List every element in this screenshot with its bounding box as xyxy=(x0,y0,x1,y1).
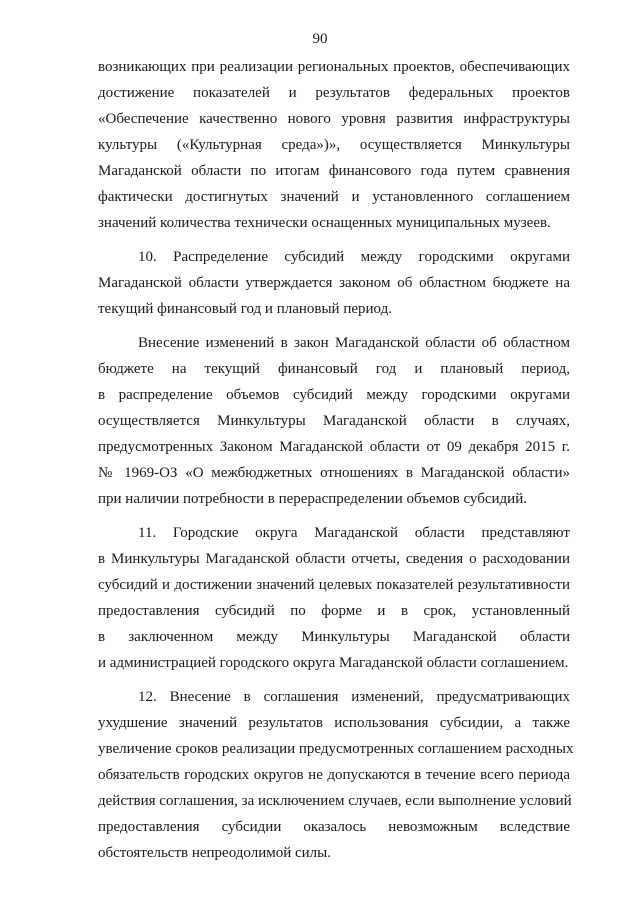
text-line: бюджете на текущий финансовый год и плановый период, xyxy=(98,361,570,377)
text-line: предоставления субсидии оказалось невозможным вследствие xyxy=(98,819,570,835)
text-line: 10. Распределение субсидий между городскими округами xyxy=(138,249,570,265)
text-line: предоставления субсидий по форме и в срок, установленный xyxy=(98,603,570,619)
page-number: 90 xyxy=(312,31,328,47)
text-line: в распределение объемов субсидий между городскими округами xyxy=(98,387,570,403)
text-line: «Обеспечение качественно нового уровня развития инфраструктуры xyxy=(98,111,570,127)
text-line: обязательств городских округов не допускаются в течение всего периода xyxy=(98,767,570,783)
text-line: осуществляется Минкультуры Магаданской области в случаях, xyxy=(98,413,570,429)
paragraph-item-10-amendments xyxy=(98,330,570,512)
paragraph-item-11 xyxy=(98,520,570,676)
paragraph-continuation xyxy=(98,54,570,236)
text-line: ухудшение значений результатов использования субсидии, а также xyxy=(98,715,570,731)
text-line: действия соглашения, за исключением случаев, если выполнение условий xyxy=(98,793,572,809)
text-line: значений количества технически оснащенных муниципальных музеев. xyxy=(98,215,551,231)
text-line: № 1969-ОЗ «О межбюджетных отношениях в Магаданской области» xyxy=(98,465,570,481)
text-line: достижение показателей и результатов федеральных проектов xyxy=(98,85,570,101)
text-line: Магаданской области по итогам финансового года путем сравнения xyxy=(98,163,570,179)
document-body xyxy=(98,54,574,866)
text-line: возникающих при реализации региональных проектов, обеспечивающих xyxy=(98,59,570,75)
text-line: обстоятельств непреодолимой силы. xyxy=(98,845,331,861)
text-line: в Минкультуры Магаданской области отчеты, сведения о расходовании xyxy=(98,551,570,567)
text-line: культуры («Культурная среда»)», осуществляется Минкультуры xyxy=(98,137,570,153)
text-line: 12. Внесение в соглашения изменений, предусматривающих xyxy=(138,689,570,705)
text-line: предусмотренных Законом Магаданской области от 09 декабря 2015 г. xyxy=(98,439,570,455)
text-line: и администрацией городского округа Магаданской области соглашением. xyxy=(98,655,569,671)
text-line: при наличии потребности в перераспределении объемов субсидий. xyxy=(98,491,527,507)
text-line: увеличение сроков реализации предусмотренных соглашением расходных xyxy=(98,741,574,757)
text-line: текущий финансовый год и плановый период. xyxy=(98,301,393,317)
text-line: 11. Городские округа Магаданской области представляют xyxy=(138,525,570,541)
text-line: субсидий и достижении значений целевых показателей результативности xyxy=(98,577,570,593)
text-line: в заключенном между Минкультуры Магаданской области xyxy=(98,629,570,645)
text-line: фактически достигнутых значений и установленного соглашением xyxy=(98,189,570,205)
text-line: Магаданской области утверждается законом об областном бюджете на xyxy=(98,275,570,291)
paragraph-item-10 xyxy=(98,244,570,322)
paragraph-item-12 xyxy=(98,684,574,866)
text-line: Внесение изменений в закон Магаданской области об областном xyxy=(138,335,570,351)
